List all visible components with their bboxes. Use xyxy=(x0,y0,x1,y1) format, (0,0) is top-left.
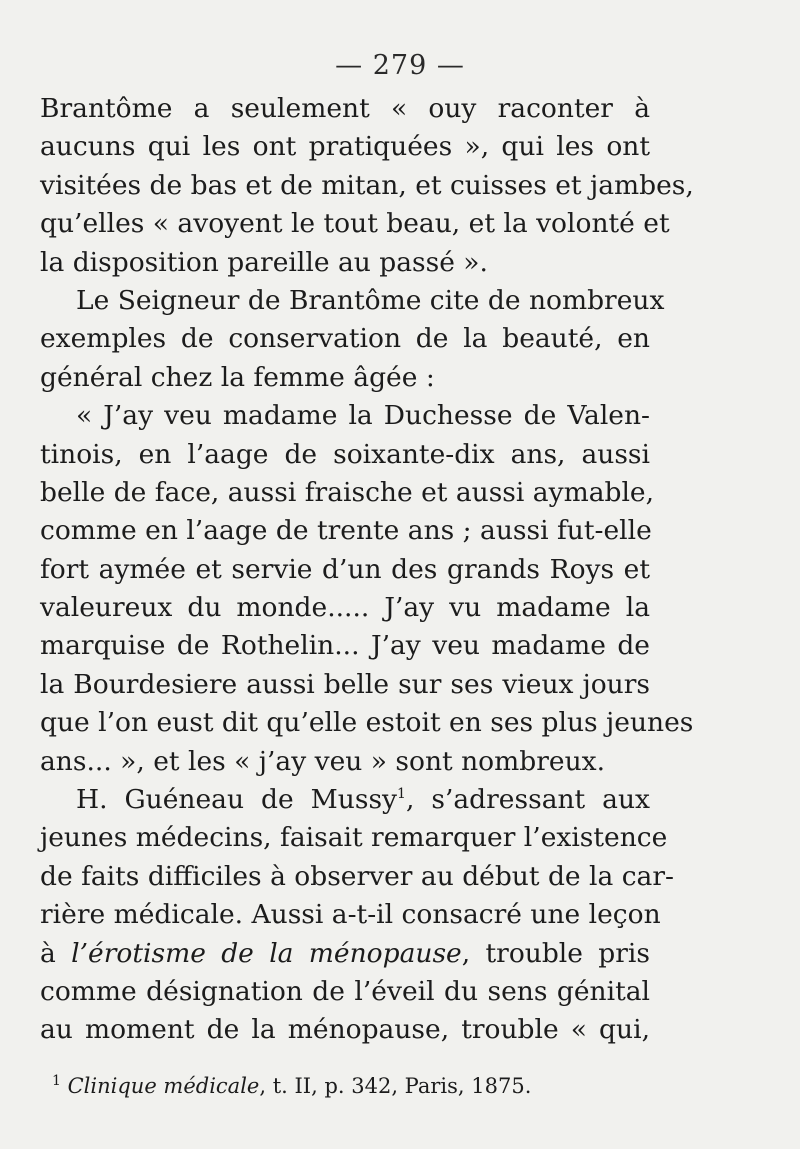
quotation-paragraphs xyxy=(40,90,694,781)
body-line: que l’on eust dit qu’elle estoit en ses plus jeunes xyxy=(40,707,694,739)
body-line: Le Seigneur de Brantôme cite de nombreux xyxy=(76,284,665,316)
gueneau-line-4: rière médicale. Aussi a-t-il consacré une leçon xyxy=(40,899,661,931)
body-line: belle de face, aussi fraische et aussi aymable, xyxy=(40,476,655,508)
footnote-mark: 1 xyxy=(52,1073,61,1089)
gueneau-line-6: comme désignation de l’éveil du sens génital xyxy=(40,975,650,1007)
gueneau-line-5 xyxy=(40,935,650,973)
text-fragment: H. Guéneau de Mussy xyxy=(76,784,398,816)
gueneau-line-1 xyxy=(40,781,650,819)
text-fragment: , trouble pris xyxy=(461,937,651,969)
body-line: général chez la femme âgée : xyxy=(40,361,435,393)
body-line: Brantôme a seulement « ouy raconter à xyxy=(40,93,650,124)
footnote xyxy=(52,1074,531,1098)
footnote-rest: , t. II, p. 342, Paris, 1875. xyxy=(259,1074,532,1098)
body-line: tinois, en l’aage de soixante-dix ans, aussi xyxy=(40,438,650,470)
footnote-marker: 1 xyxy=(397,786,406,803)
text-fragment: à xyxy=(40,937,72,969)
body-line: la disposition pareille au passé ». xyxy=(40,246,488,278)
body-line: ans... », et les « j’ay veu » sont nombreux. xyxy=(40,745,606,777)
body-line: qu’elles « avoyent le tout beau, et la volonté et xyxy=(40,208,670,240)
body-line: exemples de conservation de la beauté, en xyxy=(40,323,650,355)
gueneau-line-7: au moment de la ménopause, trouble « qui, xyxy=(40,1014,650,1046)
body-text xyxy=(40,90,694,1050)
body-line: la Bourdesiere aussi belle sur ses vieux jours xyxy=(40,668,650,700)
body-line: aucuns qui les ont pratiquées », qui les ont xyxy=(40,131,650,163)
page-number: — 279 — xyxy=(335,50,465,81)
gueneau-line-2: jeunes médecins, faisait remarquer l’existence xyxy=(40,822,668,854)
body-line: « J’ay veu madame la Duchesse de Valen- xyxy=(76,400,650,432)
body-line: marquise de Rothelin... J’ay veu madame de xyxy=(40,630,650,662)
footnote-title: Clinique médicale xyxy=(67,1074,260,1098)
italic-title: l’érotisme de la ménopause xyxy=(71,937,462,969)
body-line: visitées de bas et de mitan, et cuisses et jambes, xyxy=(40,169,694,201)
body-line: valeureux du monde..... J’ay vu madame la xyxy=(40,592,650,624)
text-fragment: , s’adressant aux xyxy=(405,784,650,816)
gueneau-line-3: de faits difficiles à observer au début de la car- xyxy=(40,860,674,892)
body-line: fort aymée et servie d’un des grands Roys et xyxy=(40,553,650,585)
body-line: comme en l’aage de trente ans ; aussi fut-elle xyxy=(40,515,652,547)
